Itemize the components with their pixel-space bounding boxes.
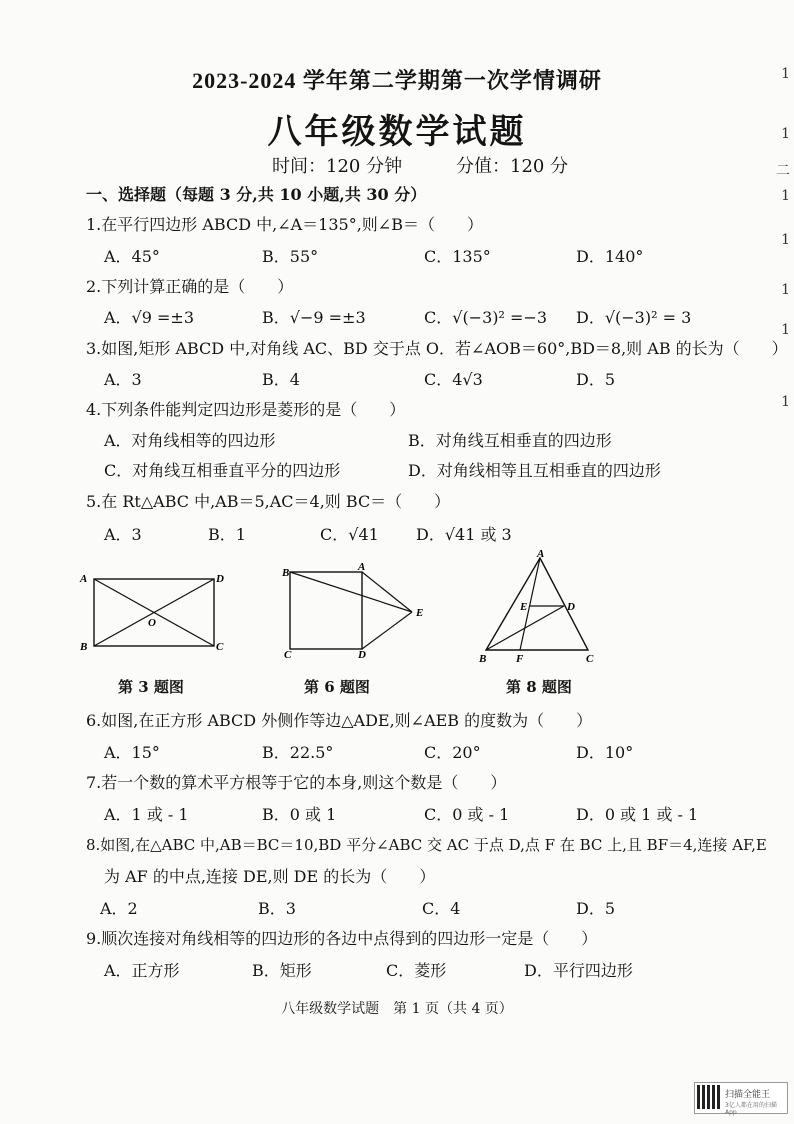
fig6-label-d: D	[358, 649, 366, 661]
question-7: 7.若一个数的算术平方根等于它的本身,则这个数是（ ）	[86, 773, 507, 792]
q8-option-b: B．3	[258, 899, 296, 918]
q7-option-d: D．0 或 1 或 - 1	[576, 805, 699, 824]
q4-option-a: A．对角线相等的四边形	[104, 431, 276, 450]
fig3-label-o: O	[148, 617, 156, 629]
figure-6-caption: 第 6 题图	[304, 678, 370, 696]
qr-code-icon	[697, 1085, 721, 1109]
section-heading: 一、选择题（每题 3 分,共 10 小题,共 30 分）	[86, 185, 427, 204]
subject-title: 八年级数学试题	[267, 112, 527, 152]
q5-option-b: B．1	[208, 525, 246, 544]
question-2: 2.下列计算正确的是（ ）	[86, 277, 294, 296]
exam-score: 分值：120 分	[456, 156, 569, 177]
q2-option-d: D．√(−3)² = 3	[576, 308, 692, 327]
q7-option-c: C．0 或 - 1	[424, 805, 510, 824]
figure-8-caption: 第 8 题图	[506, 678, 572, 696]
fig6-label-c: C	[284, 649, 292, 661]
question-5: 5.在 Rt△ABC 中,AB＝5,AC＝4,则 BC＝（ ）	[86, 492, 451, 511]
question-1: 1.在平行四边形 ABCD 中,∠A＝135°,则∠B＝（ ）	[86, 215, 483, 234]
q7-option-a: A．1 或 - 1	[104, 805, 189, 824]
question-4: 4.下列条件能判定四边形是菱形的是（ ）	[86, 400, 406, 419]
q1-option-d: D．140°	[576, 247, 644, 266]
q6-option-d: D．10°	[576, 743, 634, 762]
exam-title: 2023-2024 学年第二学期第一次学情调研	[192, 68, 602, 93]
question-6: 6.如图,在正方形 ABCD 外侧作等边△ADE,则∠AEB 的度数为（ ）	[86, 711, 593, 730]
side-mark: 1	[781, 66, 790, 82]
question-9: 9.顺次连接对角线相等的四边形的各边中点得到的四边形一定是（ ）	[86, 929, 598, 948]
q9-option-a: A．正方形	[104, 961, 180, 980]
fig6-label-b: B	[282, 567, 290, 579]
q5-option-a: A．3	[104, 525, 142, 544]
side-mark: 1	[781, 282, 790, 298]
scanner-watermark	[694, 1082, 788, 1114]
q6-option-c: C．20°	[424, 743, 481, 762]
figure-6-square	[278, 560, 438, 664]
q8-option-c: C．4	[422, 899, 461, 918]
fig8-label-b: B	[479, 653, 487, 665]
q3-option-c: C．4√3	[424, 370, 483, 389]
side-mark: 二	[776, 163, 790, 179]
q4-option-b: B．对角线互相垂直的四边形	[408, 431, 612, 450]
side-mark: 1	[781, 232, 790, 248]
figure-3-rectangle	[76, 566, 236, 666]
page-footer: 八年级数学试题 第 1 页（共 4 页）	[281, 1001, 513, 1017]
q8-option-a: A．2	[100, 899, 138, 918]
fig8-label-c: C	[586, 653, 594, 665]
fig8-label-d: D	[567, 601, 575, 613]
fig8-label-a: A	[537, 548, 545, 560]
q5-option-c: C．√41	[320, 525, 379, 544]
q5-option-d: D．√41 或 3	[416, 525, 512, 544]
q2-option-a: A．√9 =±3	[104, 308, 195, 327]
figure-3-caption: 第 3 题图	[118, 678, 184, 696]
q4-option-d: D．对角线相等且互相垂直的四边形	[408, 461, 661, 480]
q9-option-c: C．菱形	[386, 961, 447, 980]
fig3-label-c: C	[216, 641, 224, 653]
q7-option-b: B．0 或 1	[262, 805, 337, 824]
scanner-subtitle: 3亿人都在用的扫描App	[725, 1102, 777, 1116]
exam-time: 时间：120 分钟	[272, 156, 403, 177]
q6-option-a: A．15°	[104, 743, 160, 762]
q1-option-c: C．135°	[424, 247, 491, 266]
q1-option-b: B．55°	[262, 247, 319, 266]
q3-option-d: D．5	[576, 370, 616, 389]
scanner-title: 扫描全能王	[725, 1090, 771, 1100]
side-mark: 1	[781, 394, 790, 410]
fig8-label-e: E	[520, 601, 528, 613]
fig6-label-e: E	[416, 607, 424, 619]
q9-option-d: D．平行四边形	[524, 961, 633, 980]
side-mark: 1	[781, 188, 790, 204]
question-8: 8.如图,在△ABC 中,AB＝BC＝10,BD 平分∠ABC 交 AC 于点 D,点 F 在 BC 上,且 BF＝4,连接 AF,E	[86, 836, 767, 854]
q3-option-b: B．4	[262, 370, 300, 389]
question-3: 3.如图,矩形 ABCD 中,对角线 AC、BD 交于点 O．若∠AOB＝60°,BD＝8,则 AB 的长为（ ）	[86, 339, 788, 358]
q4-option-c: C．对角线互相垂直平分的四边形	[104, 461, 341, 480]
q8-option-d: D．5	[576, 899, 616, 918]
q9-option-b: B．矩形	[252, 961, 312, 980]
question-8-cont: 为 AF 的中点,连接 DE,则 DE 的长为（ ）	[104, 867, 436, 886]
figure-8-triangle	[476, 548, 606, 666]
fig6-label-a: A	[358, 561, 366, 573]
q2-option-c: C．√(−3)² =−3	[424, 308, 548, 327]
q2-option-b: B．√−9 =±3	[262, 308, 366, 327]
fig3-label-b: B	[80, 641, 88, 653]
fig3-label-a: A	[80, 573, 88, 585]
q6-option-b: B．22.5°	[262, 743, 334, 762]
fig3-label-d: D	[216, 573, 224, 585]
q3-option-a: A．3	[104, 370, 142, 389]
q1-option-a: A．45°	[104, 247, 160, 266]
side-mark: 1	[781, 126, 790, 142]
side-mark: 1	[781, 322, 790, 338]
fig8-label-f: F	[516, 653, 524, 665]
